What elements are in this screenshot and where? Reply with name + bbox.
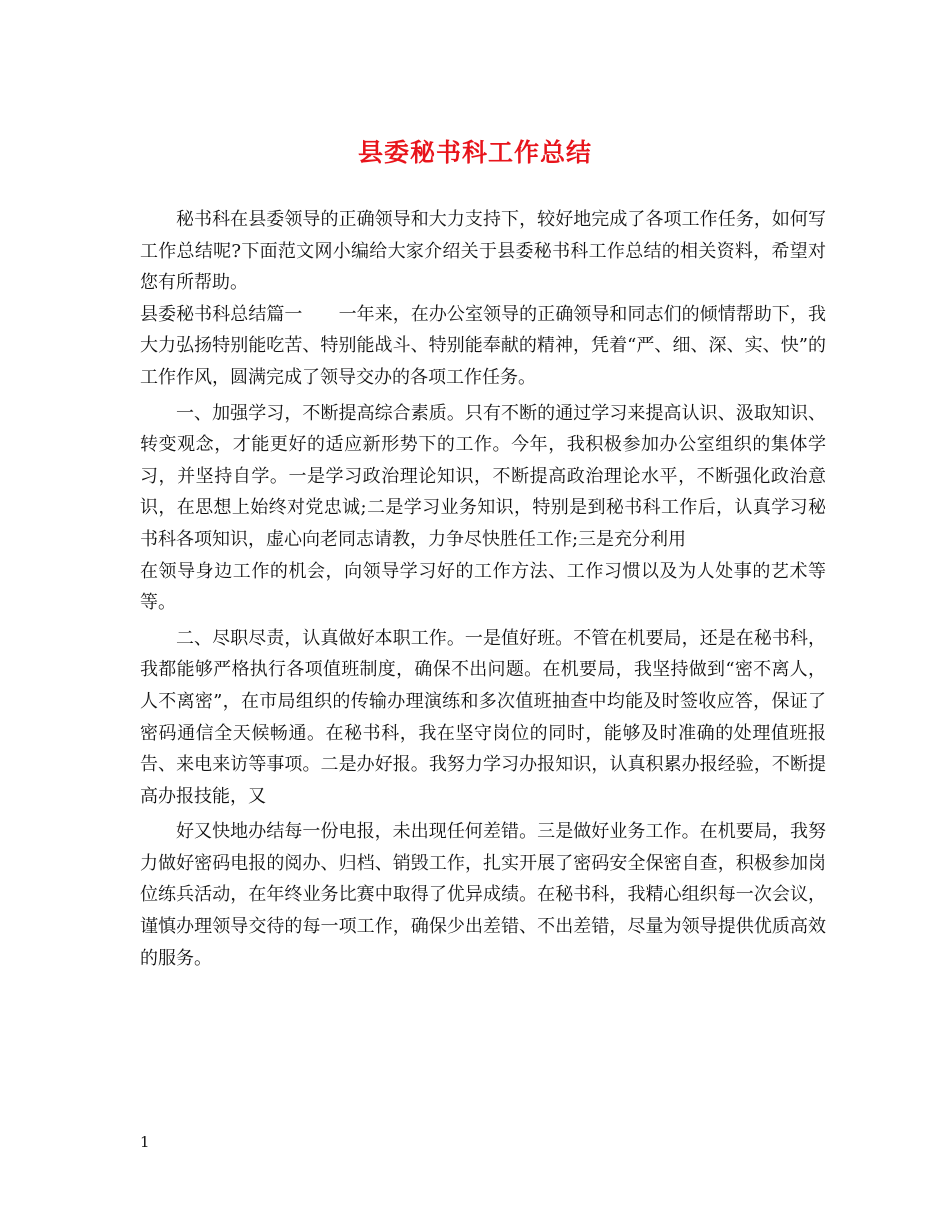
paragraph-intro: 秘书科在县委领导的正确领导和大力支持下，较好地完成了各项工作任务，如何写工作总结呢?下面范文网小编给大家介绍关于县委秘书科工作总结的相关资料，希望对您有所帮助。 bbox=[140, 209, 826, 294]
paragraph-part-one: 县委秘书科总结篇一 一年来，在办公室领导的正确领导和同志们的倾情帮助下，我大力弘扬特别能吃苦、特别能战斗、特别能奉献的精神，凭着“严、细、深、实、快”的工作作风，圆满完成了领导交办的各项工作任务。 bbox=[140, 303, 826, 388]
paragraph-duty: 二、尽职尽责，认真做好本职工作。一是值好班。不管在机要局，还是在秘书科，我都能够严格执行各项值班制度，确保不出问题。在机要局，我坚持做到“密不离人，人不离密”，在市局组织的传输办理演练和多次值班抽查中均能及时签收应答，保证了密码通信全天候畅通。在秘书科，我在坚守岗位的同时，能够及时准确的处理值班报告、来电来访等事项。二是办好报。我努力学习办报知识，认真积累办报经验，不断提高办报技能，又 bbox=[140, 627, 826, 807]
document-title: 县委秘书科工作总结 bbox=[357, 138, 592, 167]
document-body bbox=[140, 204, 826, 974]
paragraph-study: 一、加强学习，不断提高综合素质。只有不断的通过学习来提高认识、汲取知识、转变观念，才能更好的适应新形势下的工作。今年，我积极参加办公室组织的集体学习，并坚持自学。一是学习政治理论知识，不断提高政治理论水平，不断强化政治意识，在思想上始终对党忠诚;二是学习业务知识，特别是到秘书科工作后，认真学习秘书科各项知识，虚心向老同志请教，力争尽快胜任工作;三是充分利用 bbox=[140, 402, 826, 550]
paragraph-duty-continued: 好又快地办结每一份电报，未出现任何差错。三是做好业务工作。在机要局，我努力做好密码电报的阅办、归档、销毁工作，扎实开展了密码安全保密自查，积极参加岗位练兵活动，在年终业务比赛中取得了优异成绩。在秘书科，我精心组织每一次会议，谨慎办理领导交待的每一项工作，确保少出差错、不出差错，尽量为领导提供优质高效的服务。 bbox=[140, 821, 826, 969]
page-number: 1 bbox=[140, 1133, 150, 1151]
paragraph-study-continued: 在领导身边工作的机会，向领导学习好的工作方法、工作习惯以及为人处事的艺术等等。 bbox=[140, 560, 826, 614]
